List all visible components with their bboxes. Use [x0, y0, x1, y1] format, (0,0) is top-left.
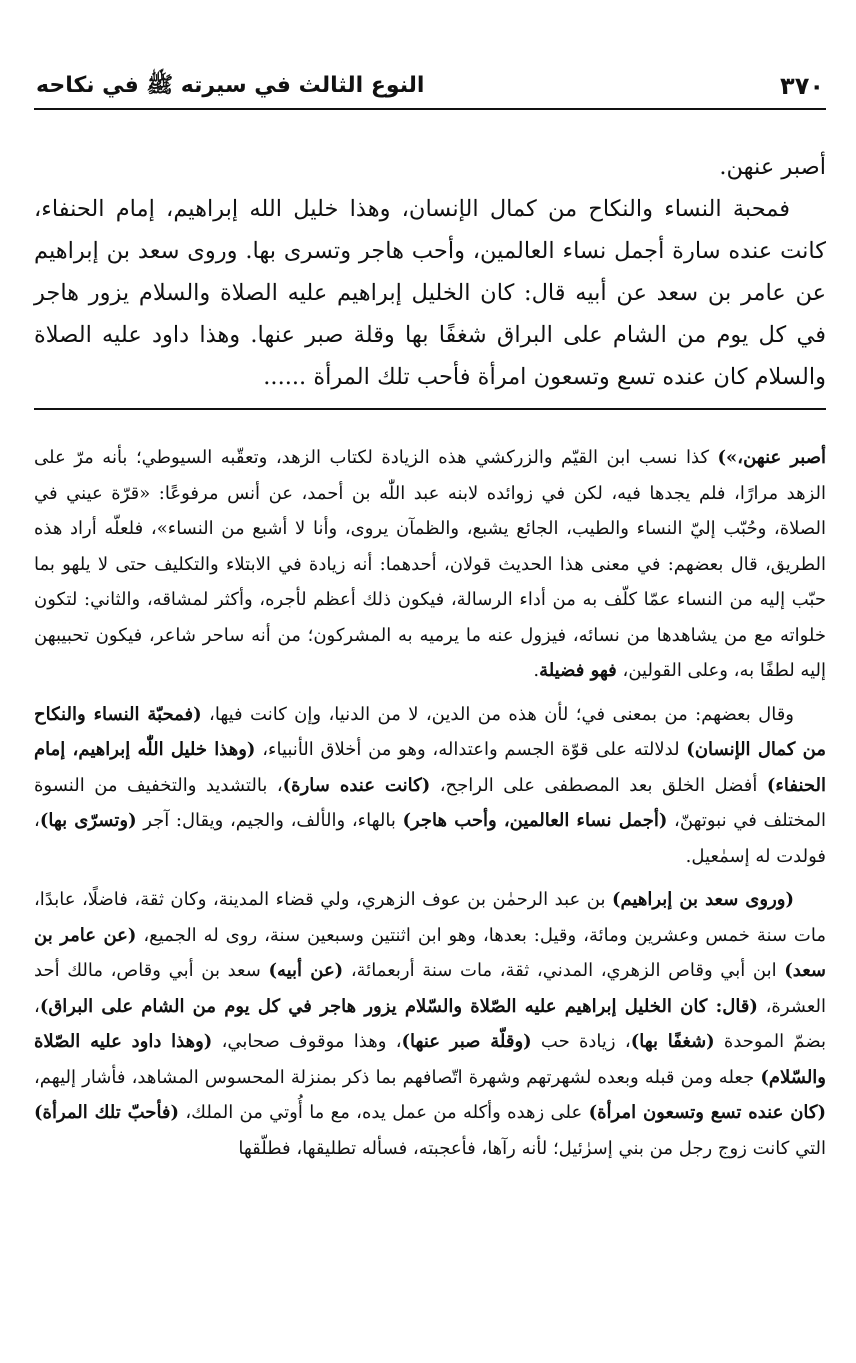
quoted-phrase: (أجمل نساء العالمين، وأحب هاجر): [402, 810, 668, 831]
quoted-phrase: فهو فضيلة: [539, 660, 617, 681]
quoted-phrase: أصبر عنهن،»): [717, 447, 826, 468]
quoted-phrase: (عن عامر بن سعد): [34, 924, 826, 981]
commentary-text: ، بضمّ الموحدة: [34, 995, 826, 1052]
book-page: [34, 70, 826, 1174]
quoted-phrase: (وقلّة صبر عنها): [401, 1031, 532, 1052]
page-number: ٣٧٠: [780, 72, 824, 100]
commentary-text: ، زيادة حب: [531, 1031, 631, 1052]
commentary-text: .: [533, 660, 540, 681]
quoted-phrase: (عن أبيه): [268, 960, 344, 981]
commentary-text: ، وهذا موقوف صحابي،: [212, 1031, 402, 1052]
quoted-phrase: (وروى سعد بن إبراهيم): [611, 889, 794, 910]
commentary-text: وقال بعضهم: من بمعنى في؛ لأن هذه من الدين، لا من الدنيا، وإن كانت فيها،: [201, 703, 794, 725]
commentary-paragraph: [34, 440, 826, 689]
commentary-text: ، فولدت له إسمٰعيل.: [34, 810, 826, 867]
page-header: [34, 70, 826, 108]
commentary-text: بن عبد الرحمٰن بن عوف الزهري، ولي قضاء المدينة، وكان ثقة، فاضلًا، عابدًا، مات سنة خمس وعشرين ومائة، وقيل: بعدها، وهو ابن اثنتين وسبعين سنة، روى له الجميع،: [34, 889, 826, 946]
quoted-phrase: (فمحبّة النساء والنكاح من كمال الإنسان): [34, 703, 826, 760]
quoted-phrase: (شغفًا بها): [630, 1031, 715, 1052]
running-title: النوع الثالث في سيرته ﷺ في نكاحه: [36, 73, 425, 98]
footnote-rule: [34, 408, 826, 410]
commentary-text: التي كانت زوج رجل من بني إسرٰئيل؛ لأنه رآها، فأعجبته، فسأله تطليقها، فطلّقها: [238, 1137, 826, 1159]
commentary-paragraph: [34, 697, 826, 875]
commentary-text: سعد بن أبي وقاص، مالك أحد العشرة،: [34, 960, 826, 1017]
quoted-phrase: (قال: كان الخليل إبراهيم عليه الصّلاة والسّلام يزور هاجر في كل يوم من الشام على البراق): [39, 995, 758, 1017]
quoted-phrase: (وهذا داود عليه الصّلاة والسّلام): [34, 1031, 826, 1088]
commentary-text: جعله ومن قبله وبعده لشهرتهم وشهرة اتّصافهم بما ذكر بمنزلة المحسوس المشاهد، فأشار إليهم،: [34, 1066, 761, 1088]
quoted-phrase: (فأحبّ تلك المرأة): [34, 1102, 180, 1123]
commentary-text: بالهاء، والألف، والجيم، ويقال: آجر: [136, 810, 403, 831]
quoted-phrase: (كان عنده تسع وتسعون امرأة): [588, 1102, 826, 1123]
quoted-phrase: (كانت عنده سارة): [282, 774, 431, 796]
commentary-text: أفضل الخلق بعد المصطفى على الراجح،: [430, 774, 767, 796]
commentary: [34, 440, 826, 1166]
commentary-text: ابن أبي وقاص الزهري، المدني، ثقة، مات سنة أربعمائة،: [343, 960, 785, 981]
quoted-phrase: (وتسرّى بها): [39, 810, 137, 831]
quoted-phrase: (وهذا خليل اللّٰه إبراهيم، إمام الحنفاء): [34, 739, 826, 796]
main-paragraph: فمحبة النساء والنكاح من كمال الإنسان، وهذا خليل الله إبراهيم، إمام الحنفاء، كانت عنده سارة أجمل نساء العالمين، وأحب هاجر وتسرى بها. وروى سعد بن إبراهيم عن عامر بن سعد عن أبيه قال: كان الخليل إبراهيم عليه الصلاة والسلام يزور هاجر في كل يوم من الشام على البراق شغفًا بها وقلة صبر عنها. وهذا داود عليه الصلاة والسلام كان عنده تسع وتسعون امرأة فأحب تلك المرأة ......: [34, 196, 826, 390]
commentary-paragraph: [34, 882, 826, 1166]
commentary-text: ، بالتشديد والتخفيف من النسوة المختلف في نبوتهنّ،: [34, 774, 826, 831]
commentary-text: كذا نسب ابن القيّم والزركشي هذه الزيادة لكتاب الزهد، وتعقّبه السيوطي؛ بأنه مرّ على الزهد مرارًا، فلم يجدها فيه، لكن في زوائده لابنه عبد اللّٰه بن أحمد، عن أنس مرفوعًا: «قرّة عيني في الصلاة، وحُبّب إليّ النساء والطيب، الجائع يشبع، والظمآن يروى، وأنا لا أشبع من النساء»، فلعلّه أراد هذه الطريق، قال بعضهم: في معنى هذا الحديث قولان، أحدهما: أنه زيادة في الابتلاء والتكليف حتى لا يلهو بما حبّب إليه من النساء عمّا كلّف به من أداء الرسالة، فيكون ذلك أعظم لأجره، وأكثر لمشاقه، والثاني: لتكون خلواته مع من يشاهدها من نسائه، فيزول عنه ما يرميه به المشركون؛ من أنه ساحر شاعر، فيكون تحبيبهن إليه لطفًا به، وعلى القولين،: [34, 447, 826, 681]
commentary-text: لدلالته على قوّة الجسم واعتداله، وهو من أخلاق الأنبياء،: [255, 739, 687, 760]
main-paragraph: أصبر عنهن.: [719, 154, 826, 180]
main-text: [34, 146, 826, 398]
header-rule: [34, 108, 826, 110]
commentary-text: على زهده وأكله من عمل يده، مع ما أُوتي من الملك،: [179, 1102, 589, 1123]
